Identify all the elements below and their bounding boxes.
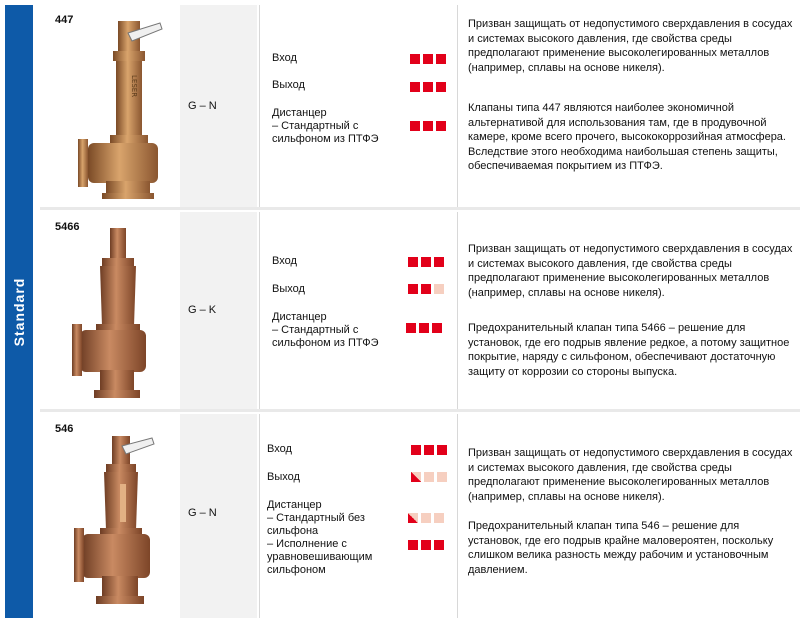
spacer-rating: [406, 323, 442, 333]
rating-square: [434, 513, 444, 523]
rating-square: [436, 54, 446, 64]
description-p2: Предохранительный клапан типа 546 – решение для установок, где его подрыв крайне маловероятен, поскольку слишком велика разность между рабочим и установочным давлением.: [468, 520, 774, 576]
rating-square: [421, 540, 431, 550]
inlet-label: Вход: [267, 443, 292, 455]
spacer-rating: [410, 121, 446, 131]
spacer-title: Дистанцер: [272, 311, 327, 323]
rating-square: [421, 284, 431, 294]
svg-text:LESER: LESER: [130, 75, 138, 98]
category-label: Standard: [11, 277, 27, 346]
code-cell: [180, 212, 257, 409]
rating-square: [411, 472, 421, 482]
valve-row-546: [40, 414, 800, 618]
safety-valve-5466-image: [70, 226, 150, 406]
rating-square: [410, 121, 420, 131]
category-sidebar: [5, 5, 33, 618]
rating-square: [411, 445, 421, 455]
row-divider: [40, 207, 800, 210]
valve-row-447: [40, 5, 800, 207]
spacer-option: – Исполнение с уравновешивающим сильфоном: [267, 538, 373, 576]
image-cell: [40, 5, 178, 207]
rating-square: [437, 472, 447, 482]
rating-square: [432, 323, 442, 333]
rating-square: [424, 445, 434, 455]
inlet-label: Вход: [272, 255, 297, 267]
spacer-option: – Стандартный с сильфоном из ПТФЭ: [272, 120, 379, 145]
description-p1: Призван защищать от недопустимого сверхдавления в сосудах и системах высокого давления, где свойства среды предполагают применение высоколегированных металлов (например, сплавы на основе никеля).: [468, 447, 793, 503]
model-number: 546: [55, 423, 74, 435]
inlet-rating: [411, 445, 447, 455]
rating-square: [423, 54, 433, 64]
spacer-option: – Стандартный с сильфоном из ПТФЭ: [272, 324, 379, 349]
safety-valve-546-image: [70, 432, 160, 614]
row-divider: [40, 409, 800, 412]
rating-square: [434, 540, 444, 550]
rating-square: [434, 284, 444, 294]
spacer-title: Дистанцер: [272, 107, 327, 119]
outlet-label: Выход: [272, 283, 305, 295]
outlet-label: Выход: [267, 471, 300, 483]
spacer-title: Дистанцер: [267, 499, 322, 511]
image-cell: [40, 212, 178, 409]
rating-square: [421, 257, 431, 267]
code-cell: [180, 414, 257, 618]
options-cell: [259, 414, 456, 618]
rating-square: [424, 472, 434, 482]
rating-square: [419, 323, 429, 333]
description-p1: Призван защищать от недопустимого сверхдавления в сосудах и системах высокого давления, где свойства среды предполагают применение высоколегированных металлов (например, сплавы на основе никеля).: [468, 18, 793, 74]
outlet-label: Выход: [272, 79, 305, 91]
valve-row-5466: [40, 212, 800, 409]
inlet-rating: [408, 257, 444, 267]
outlet-rating: [411, 472, 447, 482]
rating-square: [423, 82, 433, 92]
outlet-rating: [410, 82, 446, 92]
inlet-label: Вход: [272, 52, 297, 64]
rating-square: [437, 445, 447, 455]
description-cell: [457, 212, 801, 409]
spacer-rating: [408, 513, 444, 523]
rating-square: [436, 121, 446, 131]
rating-square: [410, 54, 420, 64]
rating-square: [406, 323, 416, 333]
description-p1: Призван защищать от недопустимого сверхдавления в сосудах и системах высокого давления, где свойства среды предполагают применение высоколегированных металлов (например, сплавы на основе никеля).: [468, 243, 793, 299]
material-code: G – N: [188, 100, 217, 112]
image-cell: [40, 414, 178, 618]
rating-square: [410, 82, 420, 92]
rating-square: [408, 513, 418, 523]
model-number: 5466: [55, 221, 80, 233]
code-cell: [180, 5, 257, 207]
rating-square: [423, 121, 433, 131]
rating-square: [408, 284, 418, 294]
model-number: 447: [55, 14, 74, 26]
outlet-rating: [408, 284, 444, 294]
description-cell: [457, 5, 801, 207]
material-code: G – K: [188, 304, 217, 316]
material-code: G – N: [188, 507, 217, 519]
inlet-rating: [410, 54, 446, 64]
safety-valve-447-image: [68, 15, 168, 200]
description-p2: Предохранительный клапан типа 5466 – решение для установок, где его подрыв явление редкое, а потому защитное покрытие, наряду с сильфоном, обеспечивают достаточную защиту от коррозии со стороны выпуска.: [468, 322, 790, 378]
options-cell: [259, 212, 456, 409]
rating-square: [408, 257, 418, 267]
rating-square: [434, 257, 444, 267]
options-cell: [259, 5, 456, 207]
spacer-rating: [408, 540, 444, 550]
description-cell: [457, 414, 801, 618]
rating-square: [421, 513, 431, 523]
rating-square: [436, 82, 446, 92]
spacer-option: – Стандартный без сильфона: [267, 512, 365, 537]
description-p2: Клапаны типа 447 являются наиболее экономичной альтернативой для использования там, где в продувочной камере, кроме всего прочего, высококоррозийная атмосфера. Вследствие этого необходима наибольшая степень защиты, обеспечиваемая покрытием из ПТФЭ.: [468, 102, 786, 172]
rating-square: [408, 540, 418, 550]
